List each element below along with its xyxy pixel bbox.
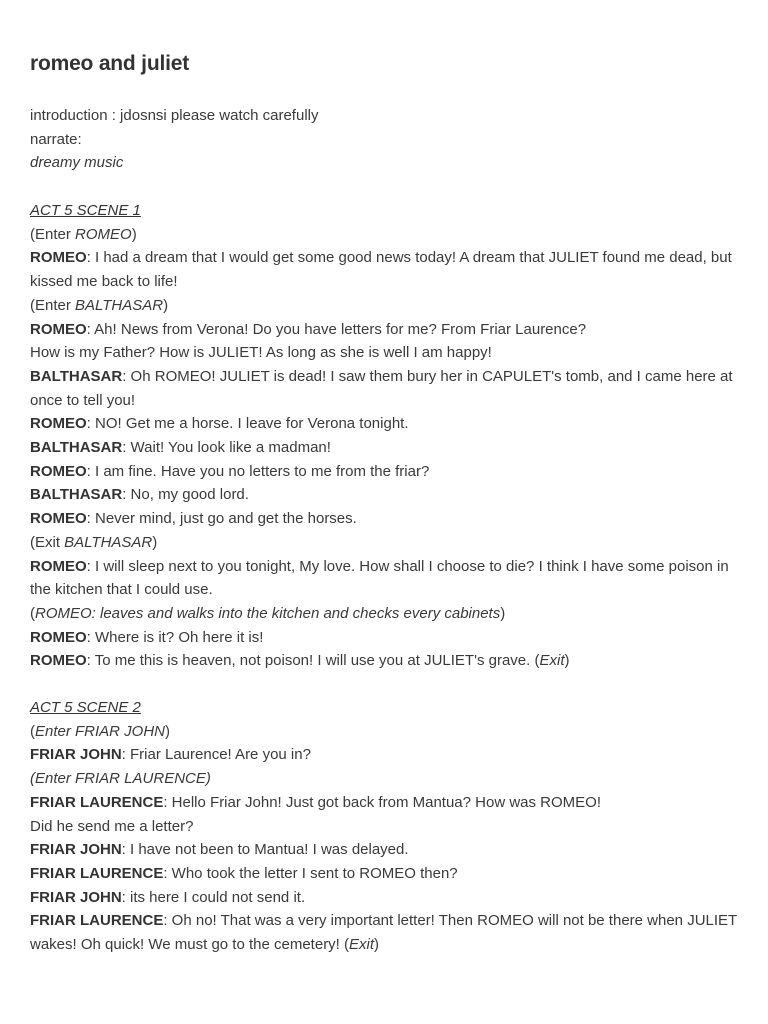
dialogue-line — [30, 412, 748, 436]
direction-text: ) — [163, 296, 169, 314]
speaker-name: FRIAR JOHN — [30, 888, 122, 906]
direction-character: BALTHASAR — [64, 533, 153, 551]
speaker-name: ROMEO — [30, 510, 87, 528]
dialogue-text: : Wait! You look like a madman! — [122, 439, 331, 457]
direction-text: ) — [165, 722, 171, 740]
music-cue: dreamy music — [30, 154, 124, 172]
dialogue-line — [30, 507, 748, 531]
scene-2-heading: ACT 5 SCENE 2 — [30, 699, 141, 716]
direction-text: (Exit — [30, 533, 65, 551]
dialogue-text: ) — [564, 652, 570, 670]
dialogue-line — [30, 649, 748, 673]
intro-section — [30, 104, 748, 175]
dialogue-text: : NO! Get me a horse. I leave for Verona tonight. — [86, 415, 409, 433]
speaker-name: ROMEO — [30, 415, 87, 433]
dialogue-text: : Oh no! That was a very important letter! Then ROMEO will not be there when JULIET wakes! Oh quick! We must go to the cemetery! ( — [30, 912, 737, 954]
direction-text: ) — [152, 533, 158, 551]
dialogue-text: : Who took the letter I sent to ROMEO then? — [163, 864, 458, 882]
stage-direction — [30, 294, 748, 318]
speaker-name: BALTHASAR — [30, 486, 123, 504]
dialogue-line — [30, 838, 748, 862]
stage-direction — [30, 531, 748, 555]
dialogue-line — [30, 246, 748, 293]
dialogue-line — [30, 318, 748, 342]
scene-1-heading: ACT 5 SCENE 1 — [30, 202, 141, 219]
speaker-name: FRIAR LAURENCE — [30, 864, 164, 882]
speaker-name: BALTHASAR — [30, 367, 123, 385]
page-title: romeo and juliet — [30, 52, 189, 75]
direction-text: ) — [500, 604, 506, 622]
dialogue-text: : Never mind, just go and get the horses. — [86, 510, 357, 528]
speaker-name: ROMEO — [30, 557, 87, 575]
dialogue-text: : I have not been to Mantua! I was delayed. — [121, 841, 409, 859]
dialogue-text: : To me this is heaven, not poison! I will use you at JULIET's grave. ( — [86, 652, 540, 670]
dialogue-line — [30, 483, 748, 507]
dialogue-text: : I am fine. Have you no letters to me from the friar? — [86, 462, 430, 480]
dialogue-text: : Oh ROMEO! JULIET is dead! I saw them bury her in CAPULET's tomb, and I came here at once to tell you! — [30, 367, 733, 409]
stage-direction — [30, 602, 748, 626]
dialogue-text: : its here I could not send it. — [121, 888, 306, 906]
speaker-name: FRIAR JOHN — [30, 841, 122, 859]
direction-action: Enter FRIAR JOHN — [35, 722, 166, 740]
direction-character: ROMEO — [75, 225, 132, 243]
direction-text: ( — [30, 604, 35, 622]
direction-text: ( — [30, 722, 35, 740]
dialogue-line — [30, 365, 748, 412]
dialogue-continuation: Did he send me a letter? — [30, 817, 194, 835]
dialogue-line — [30, 460, 748, 484]
dialogue-line — [30, 909, 748, 956]
direction-text: ) — [131, 225, 137, 243]
direction-character: BALTHASAR — [75, 296, 164, 314]
direction-text: (Enter — [30, 225, 76, 243]
speaker-name: FRIAR LAURENCE — [30, 793, 164, 811]
dialogue-line — [30, 743, 748, 767]
dialogue-text: : Ah! News from Verona! Do you have letters for me? From Friar Laurence? — [86, 320, 587, 338]
dialogue-text: : Hello Friar John! Just got back from Mantua? How was ROMEO! — [163, 793, 601, 811]
speaker-name: FRIAR JOHN — [30, 746, 122, 764]
speaker-name: ROMEO — [30, 249, 87, 267]
narrate-line: narrate: — [30, 130, 82, 148]
stage-direction: (Enter FRIAR LAURENCE) — [30, 770, 211, 788]
dialogue-continuation: How is my Father? How is JULIET! As long as she is well I am happy! — [30, 344, 492, 362]
exit-cue: Exit — [539, 652, 565, 670]
scene-2-section — [30, 696, 748, 957]
dialogue-line — [30, 791, 748, 815]
speaker-name: ROMEO — [30, 652, 87, 670]
dialogue-line — [30, 626, 748, 650]
dialogue-text: ) — [374, 936, 380, 954]
speaker-name: ROMEO — [30, 320, 87, 338]
introduction-line: introduction : jdosnsi please watch carefully — [30, 107, 319, 124]
dialogue-text: : I had a dream that I would get some good news today! A dream that JULIET found me dead, but kissed me back to life! — [30, 249, 732, 291]
dialogue-text: : Friar Laurence! Are you in? — [121, 746, 311, 764]
stage-direction — [30, 223, 748, 247]
speaker-name: FRIAR LAURENCE — [30, 912, 164, 930]
speaker-name: BALTHASAR — [30, 439, 123, 457]
speaker-name: ROMEO — [30, 628, 87, 646]
scene-1-section — [30, 199, 748, 673]
dialogue-text: : No, my good lord. — [122, 486, 249, 504]
direction-action: ROMEO: leaves and walks into the kitchen and checks every cabinets — [35, 604, 501, 622]
dialogue-text: : Where is it? Oh here it is! — [86, 628, 264, 646]
dialogue-line — [30, 555, 748, 602]
dialogue-line — [30, 436, 748, 460]
stage-direction — [30, 720, 748, 744]
speaker-name: ROMEO — [30, 462, 87, 480]
direction-text: (Enter — [30, 296, 76, 314]
dialogue-line — [30, 886, 748, 910]
exit-cue: Exit — [349, 936, 375, 954]
dialogue-text: : I will sleep next to you tonight, My love. How shall I choose to die? I think I have some poison in the kitchen that I could use. — [30, 557, 729, 599]
dialogue-line — [30, 862, 748, 886]
